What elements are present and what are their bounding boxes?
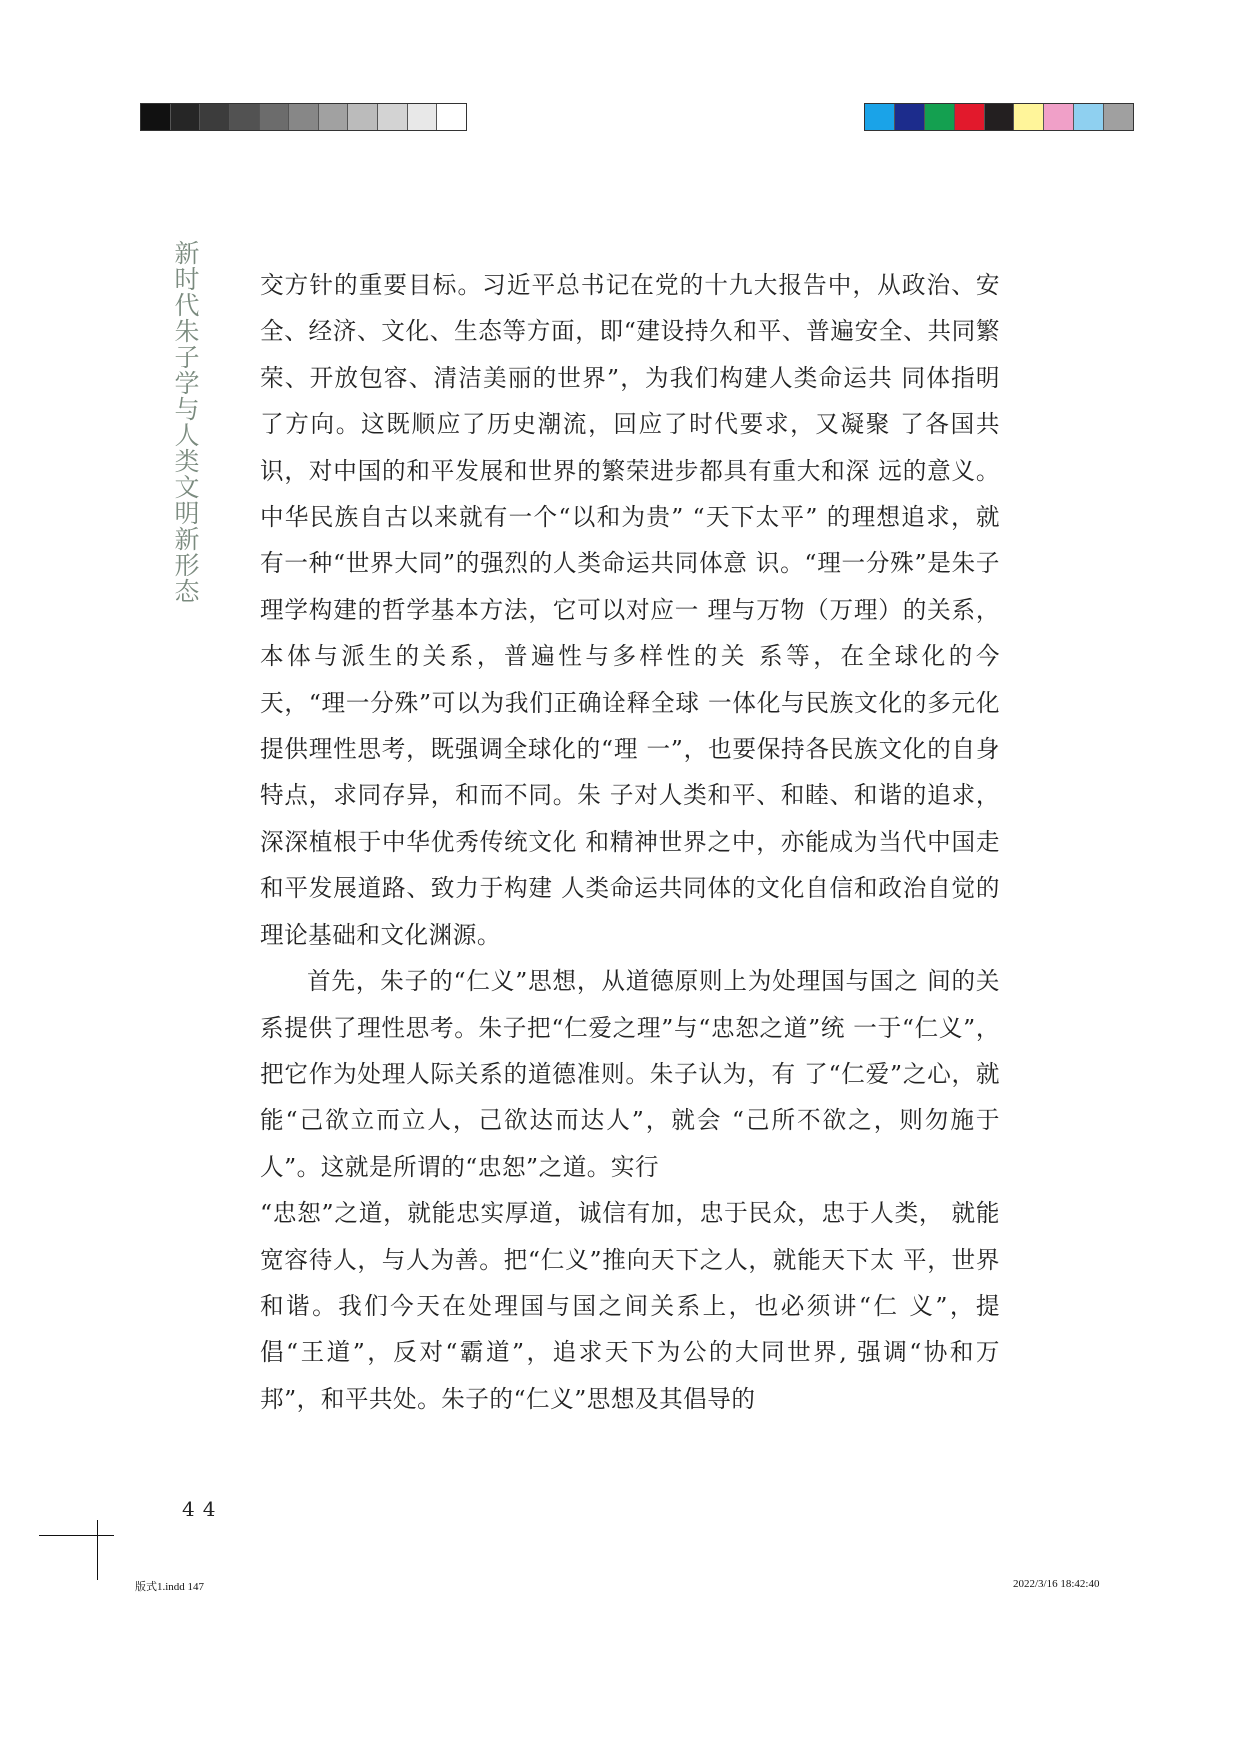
footer-file-name: 版式1.indd 147	[135, 1581, 205, 1593]
gray-swatch-9	[378, 104, 408, 130]
gray-swatch-3	[200, 104, 230, 130]
crop-mark-horizontal	[39, 1535, 114, 1536]
running-head-title: 新时代朱子学与人类文明新形态	[171, 240, 200, 604]
color-swatch-6	[1014, 104, 1044, 130]
color-swatch-2	[895, 104, 925, 130]
gray-swatch-11	[437, 104, 466, 130]
gray-swatch-10	[408, 104, 438, 130]
gray-swatch-2	[171, 104, 201, 130]
paragraph-1: 交方针的重要目标。习近平总书记在党的十九大报告中，从政治、安全、经济、文化、生态等方面，即“建设持久和平、普遍安全、共同繁荣、开放包容、清洁美丽的世界”，为我们构建人类命运共 同体指明了方向。这既顺应了历史潮流，回应了时代要求，又凝聚 了各国共识，对中国的和平发展和世界的繁荣进步都具有重大和深 远的意义。中华民族自古以来就有一个“以和为贵” “天下太平” 的理想追求，就有一种“世界大同”的强烈的人类命运共同体意 识。“理一分殊”是朱子理学构建的哲学基本方法，它可以对应一 理与万物（万理）的关系，本体与派生的关系，普遍性与多样性的关 系等，在全球化的今天，“理一分殊”可以为我们正确诠释全球 一体化与民族文化的多元化提供理性思考，既强调全球化的“理 一”，也要保持各民族文化的自身特点，求同存异，和而不同。朱 子对人类和平、和睦、和谐的追求，深深植根于中华优秀传统文化 和精神世界之中，亦能成为当代中国走和平发展道路、致力于构建 人类命运共同体的文化自信和政治自觉的理论基础和文化渊源。	[260, 271, 1000, 949]
page-number: 44	[182, 1497, 224, 1521]
color-swatch-3	[925, 104, 955, 130]
paragraph-2: 首先，朱子的“仁义”思想，从道德原则上为处理国与国之 间的关系提供了理性思考。朱子把“仁爱之理”与“忠恕之道”统 一于“仁义”，把它作为处理人际关系的道德准则。朱子认为，有 了“仁爱”之心，就能“己欲立而立人，己欲达而达人”，就会 “己所不欲之，则勿施于人”。这就是所谓的“忠恕”之道。实行	[260, 967, 1000, 1181]
crop-mark-vertical	[97, 1520, 98, 1580]
gray-swatch-8	[348, 104, 378, 130]
gray-swatch-6	[289, 104, 319, 130]
gray-swatch-1	[141, 104, 171, 130]
color-swatch-5	[985, 104, 1015, 130]
body-text	[260, 262, 1000, 1422]
color-swatch-7	[1044, 104, 1074, 130]
gray-swatch-5	[260, 104, 290, 130]
footer-timestamp: 2022/3/16 18:42:40	[1013, 1578, 1100, 1590]
gray-swatch-4	[230, 104, 260, 130]
grayscale-color-bar	[140, 103, 467, 131]
paragraph-3: “忠恕”之道，就能忠实厚道，诚信有加，忠于民众，忠于人类， 就能宽容待人，与人为善。把“仁义”推向天下之人，就能天下太 平，世界和谐。我们今天在处理国与国之间关系上，也必须讲“仁 义”，提倡“王道”，反对“霸道”，追求天下为公的大同世界, 强调“协和万邦”，和平共处。朱子的“仁义”思想及其倡导的	[260, 1199, 1000, 1413]
color-swatch-1	[865, 104, 895, 130]
cmyk-color-bar	[864, 103, 1134, 131]
color-swatch-8	[1074, 104, 1104, 130]
color-swatch-4	[955, 104, 985, 130]
color-swatch-9	[1104, 104, 1133, 130]
gray-swatch-7	[319, 104, 349, 130]
